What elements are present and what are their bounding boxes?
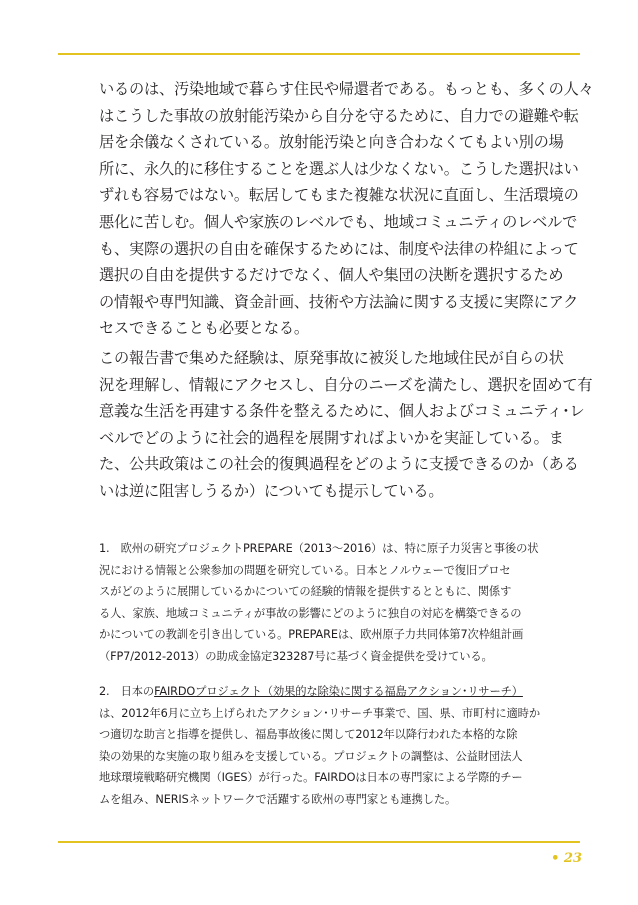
text-line: この報告書で集めた経験は、原発事故に被災した地域住民が自らの状 (99, 349, 564, 367)
text-line: ずれも容易ではない。転居してもまた複雑な状況に直面し、生活環境の (99, 186, 579, 205)
text-line: も、実際の選択の自由を確保するためには、制度や法律の枠組によって (99, 239, 579, 258)
body-paragraph-2 (99, 345, 593, 505)
page-number: • 23 (551, 851, 582, 866)
text-line: はこうした事故の放射能汚染から自分を守るために、自力での避難や転 (99, 106, 579, 125)
footnote-2 (99, 681, 547, 811)
footnote-line: 況における情報と公衆参加の問題を研究している。日本とノルウェーで復旧プロセ (99, 563, 511, 577)
text-line: 居を余儀なくされている。放射能汚染と向き合わなくてもよい別の場 (99, 133, 564, 152)
fairdo-link[interactable]: FAIRDOプロジェクト（効果的な除染に関する福島アクション･リサーチ） (154, 685, 523, 698)
footnote-line: ムを組み、NERISネットワークで活躍する欧州の専門家とも連携した。 (99, 792, 457, 806)
body-paragraph-1 (99, 76, 594, 342)
footnote-first-line (99, 681, 547, 703)
text-line: の情報や専門知識、資金計画、技術や方法論に関する支援に実際にアク (99, 292, 579, 311)
footnote-line: つ適切な助言と指導を提供し、福島事故後に関して2012年以降行われた本格的な除 (99, 728, 518, 742)
text-line: 悪化に苦しむ。個人や家族のレベルでも、地域コミュニティのレベルで (99, 212, 578, 231)
footer-rule (58, 841, 580, 843)
text-line: セスできることも必要となる。 (99, 319, 309, 338)
footnote-line: は、2012年6月に立ち上げられたアクション･リサーチ事業で、国、県、市町村に適時か (99, 706, 540, 720)
text-line: 意義な生活を再建する条件を整えるために、個人およびコミュニティ･レ (99, 402, 585, 421)
footnote-1 (99, 538, 547, 668)
footnote-line: スがどのように展開しているかについての経験的情報を提供するとともに、関係す (99, 585, 512, 599)
footnote-line: かについての教訓を引き出している。PREPAREは、欧州原子力共同体第7次枠組計画 (99, 628, 524, 642)
footnote-line: る人、家族、地域コミュニティが事故の影響にどのように独自の対応を構築できるの (99, 606, 522, 620)
header-rule (58, 53, 580, 55)
footnote-line: 1. 欧州の研究プロジェクトPREPARE（2013～2016）は、特に原子力災害と事後の状 (99, 542, 539, 555)
text-line: ベルでどのように社会的過程を展開すればよいかを実証している。ま (99, 428, 564, 447)
footnote-line: （FP7/2012-2013）の助成金協定323287号に基づく資金提供を受けている。 (99, 649, 493, 663)
footnote-number: 2. 日本の (99, 685, 155, 698)
text-line: いは逆に阻害しうるか）についても提示している。 (99, 481, 444, 500)
text-line: 況を理解し、情報にアクセスし、自分のニーズを満たし、選択を固めて有 (99, 375, 593, 394)
text-line: 所に、永久的に移住することを選ぶ人は少なくない。こうした選択はい (99, 159, 579, 178)
text-line: た、公共政策はこの社会的復興過程をどのように支援できるのか（ある (99, 455, 579, 474)
text-line: 選択の自由を提供するだけでなく、個人や集団の決断を選択するため (99, 266, 564, 285)
footnote-line: 染の効果的な実施の取り組みを支援している。プロジェクトの調整は、公益財団法人 (99, 749, 523, 763)
footnote-line: 地球環境戦略研究機関（IGES）が行った。FAIRDOは日本の専門家による学際的チー (99, 771, 523, 785)
text-line: いるのは、汚染地域で暮らす住民や帰還者である。もっとも、多くの人々 (99, 80, 594, 98)
